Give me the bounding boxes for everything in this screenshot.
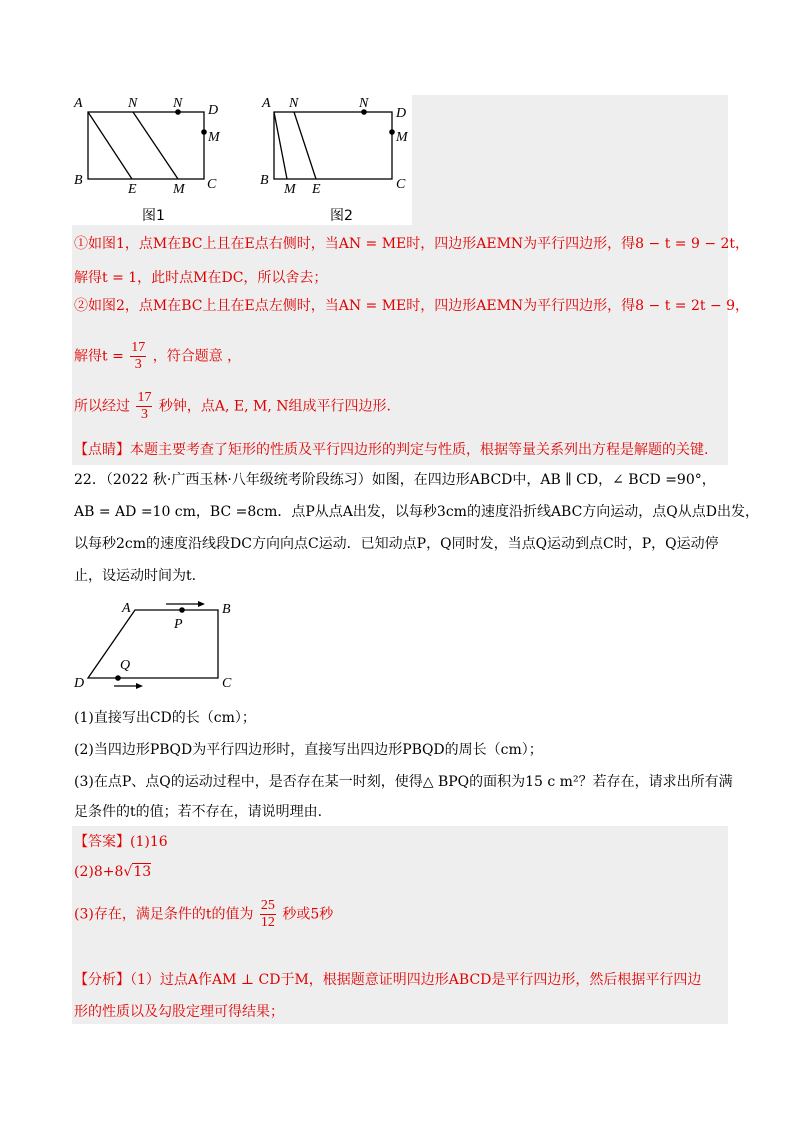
case2-line3-suffix: 秒钟，点A, E, M, N组成平行四边形.	[158, 398, 391, 415]
figure-1	[70, 92, 230, 227]
case1-line1: ①如图1，点M在BC上且在E点右侧时，当AN = ME时，四边形AEMN为平行四边形，得8 − t = 9 − 2t，	[74, 236, 750, 252]
shade-figures	[412, 95, 728, 225]
label-d: D	[74, 676, 85, 691]
label-c: C	[222, 676, 232, 691]
figure-2	[256, 92, 416, 227]
label-b: B	[222, 602, 231, 617]
point-m-right	[389, 129, 395, 135]
segment-ae	[88, 112, 132, 179]
arrow-p-head	[198, 601, 205, 607]
label-m-right: M	[208, 130, 220, 145]
label-c: C	[207, 177, 217, 192]
case2-line3	[74, 390, 391, 423]
case1-line2: 解得t = 1，此时点M在DC，所以舍去；	[74, 270, 328, 286]
answer-3	[74, 898, 333, 931]
question-1: (1)直接写出CD的长（cm）；	[74, 710, 256, 726]
label-a: A	[262, 96, 271, 111]
case2-line2-suffix: ，符合题意 ，	[152, 348, 242, 365]
question-3a: (3)在点P、点Q的运动过程中，是否存在某一时刻，使得△ BPQ的面积为15 c m²？若存在，请求出所有满	[74, 774, 733, 790]
label-a: A	[122, 601, 131, 616]
label-e: E	[128, 182, 137, 197]
segment-am	[274, 112, 287, 179]
figure-2-caption: 图2	[330, 208, 353, 224]
sqrt-radicand: 13	[133, 864, 152, 880]
case2-line1: ②如图2，点M在BC上且在E点左侧时，当AN = ME时，四边形AEMN为平行四边形，得8 − t = 2t − 9，	[74, 298, 750, 314]
case2-line2-prefix: 解得t =	[74, 348, 124, 365]
label-d: D	[208, 103, 219, 118]
fraction-17-3: $\frac{17}{3}$	[131, 340, 146, 372]
label-m-bottom: M	[173, 182, 185, 197]
arrow-q-head	[136, 683, 143, 689]
label-c: C	[396, 177, 406, 192]
point-p	[179, 607, 185, 613]
label-n2: N	[173, 96, 183, 111]
label-b: B	[74, 173, 83, 188]
point-m-right	[201, 129, 207, 135]
problem-line4: 止，设运动时间为t.	[74, 568, 197, 584]
label-m-right: M	[396, 130, 408, 145]
comment-line: 【点睛】本题主要考查了矩形的性质及平行四边形的判定与性质，根据等量关系列出方程是解题的关键.	[74, 442, 709, 458]
rect-abcd	[274, 112, 392, 179]
analysis-line1: 【分析】（1）过点A作AM ⊥ CD于M，根据题意证明四边形ABCD是平行四边形，然后根据平行四边	[74, 972, 702, 988]
answer-2-prefix: (2)8+8	[74, 864, 124, 880]
case2-line2	[74, 340, 241, 373]
analysis-line2: 形的性质以及勾股定理可得结果；	[74, 1004, 284, 1020]
answer-3-prefix: (3)存在，满足条件的t的值为	[74, 906, 254, 923]
label-n1: N	[289, 96, 299, 111]
answer-2	[74, 862, 151, 882]
problem-line2: AB = AD =10 cm，BC =8cm．点P从点A出发，以每秒3cm的速度沿折线ABC方向运动，点Q从点D出发，	[74, 504, 760, 520]
label-a: A	[74, 96, 83, 111]
fraction-25-12: $\frac{25}{12}$	[260, 898, 275, 930]
label-b: B	[260, 173, 269, 188]
label-n1: N	[128, 96, 138, 111]
label-p: P	[174, 617, 183, 632]
label-m-bottom: M	[284, 182, 296, 197]
label-q: Q	[120, 658, 131, 673]
segment-nm	[133, 112, 178, 179]
trapezoid-abcd	[88, 610, 218, 678]
case2-line3-prefix: 所以经过	[74, 398, 130, 415]
question-3b: 足条件的t的值；若不存在，请说明理由.	[74, 804, 323, 820]
figure-1-caption: 图1	[142, 208, 165, 224]
segment-ne	[294, 112, 316, 179]
label-d: D	[396, 106, 407, 121]
figure-3	[70, 595, 250, 700]
label-n2: N	[359, 96, 369, 111]
point-q	[115, 675, 121, 681]
problem-line1: 22．（2022 秋·广西玉林·八年级统考阶段练习）如图，在四边形ABCD中，AB ∥ CD，∠ BCD =90°，	[74, 472, 716, 488]
problem-line3: 以每秒2cm的速度沿线段DC方向向点C运动．已知动点P，Q同时发，当点Q运动到点C时，P，Q运动停	[74, 536, 719, 552]
answer-3-suffix: 秒或5秒	[282, 906, 334, 923]
answer-1: 【答案】(1)16	[74, 834, 168, 850]
question-2: (2)当四边形PBQD为平行四边形时，直接写出四边形PBQD的周长（cm）；	[74, 742, 543, 758]
label-e: E	[312, 182, 321, 197]
rect-abcd	[88, 112, 204, 179]
sqrt-sign: √	[123, 864, 133, 880]
fraction-17-3-b: $\frac{17}{3}$	[137, 390, 152, 422]
